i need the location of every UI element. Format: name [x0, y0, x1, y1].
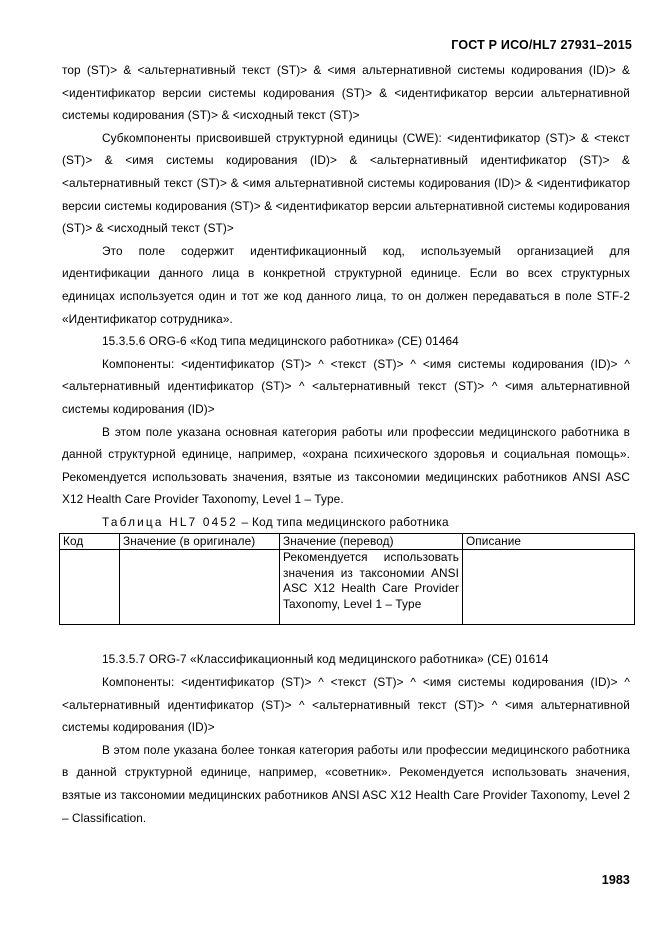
section-heading-org7: 15.3.5.7 ORG-7 «Классификационный код медицинского работника» (CE) 01614 — [102, 652, 549, 667]
spacer — [62, 625, 630, 648]
paragraph-continuation: тор (ST)> & <альтернативный текст (ST)> & <имя альтернативной системы кодирования (ID)> & <идентификатор версии системы кодирования (ST)> & <идентификатор версии альтернативной системы кодирования (ST)> & <исходный текст (ST)> — [62, 63, 630, 123]
paragraph-subcomponents: Субкомпоненты присвоившей структурной единицы (CWE): <идентификатор (ST)> & <текст (ST)> & <имя системы кодирования (ID)> & <альтернативный идентификатор (ST)> & <альтернативный текст (ST)> & <имя альтернативной системы кодирования (ID)> & <идентификатор версии системы кодирования (ST)> & <идентификатор версии альтернативной системы кодирования (ST)> & <исходный текст (ST)> — [62, 130, 630, 236]
table-header-row — [60, 533, 635, 550]
table-cell-translation: Рекомендуется использовать значения из таксономии ANSI ASC X12 Health Care Provider Taxonomy, Level 1 – Type — [280, 550, 463, 625]
paragraph-org6-components: Компоненты: <идентификатор (ST)> ^ <текст (ST)> ^ <имя системы кодирования (ID)> ^ <альтернативный идентификатор (ST)> ^ <альтернативный текст (ST)> ^ <имя альтернативной системы кодирования (ID)> — [62, 356, 630, 416]
table-row — [60, 550, 635, 625]
standard-header: ГОСТ Р ИСО/HL7 27931–2015 — [451, 38, 632, 52]
table-cell-description — [463, 550, 635, 625]
page-number: 1983 — [601, 873, 630, 887]
document-body — [62, 59, 630, 829]
paragraph-org7-description: В этом поле указана более тонкая категория работы или профессии медицинского работника в данной структурной единице, например, «советник». Рекомендуется использовать значения, взятые из таксономии медицинских работников ANSI ASC X12 Health Care Provider Taxonomy, Level 2 – Classification. — [62, 742, 630, 825]
table-cell-code — [60, 550, 120, 625]
table-header-code: Код — [60, 533, 120, 550]
table-caption-label: Таблица HL7 0452 — [102, 514, 238, 529]
table-header-original: Значение (в оригинале) — [120, 533, 280, 550]
section-heading-org6: 15.3.5.6 ORG-6 «Код типа медицинского работника» (CE) 01464 — [102, 334, 459, 349]
table-cell-original — [120, 550, 280, 625]
table-caption-title: Код типа медицинского работника — [251, 514, 449, 529]
table-caption — [62, 511, 630, 533]
table-header-description: Описание — [463, 533, 635, 550]
paragraph-org7-components: Компоненты: <идентификатор (ST)> ^ <текст (ST)> ^ <имя системы кодирования (ID)> ^ <альтернативный идентификатор (ST)> ^ <альтернативный текст (ST)> ^ <имя альтернативной системы кодирования (ID)> — [62, 674, 630, 735]
table-caption-dash: – — [237, 514, 252, 529]
table-header-translation: Значение (перевод) — [280, 533, 463, 550]
paragraph-field-description: Это поле содержит идентификационный код, используемый организацией для идентификации данного лица в конкретной структурной единице. Если во всех структурных единицах используется один и тот же код данного лица, то он должен передаваться в поле STF-2 «Идентификатор сотрудника». — [62, 243, 630, 326]
code-table — [59, 533, 635, 626]
paragraph-org6-description: В этом поле указана основная категория работы или профессии медицинского работника в данной структурной единице, например, «охрана психического здоровья и социальная помощь». Рекомендуется использовать значения, взятые из таксономии медицинских работников ANSI ASC X12 Health Care Provider Taxonomy, Level 1 – Type. — [62, 424, 630, 507]
